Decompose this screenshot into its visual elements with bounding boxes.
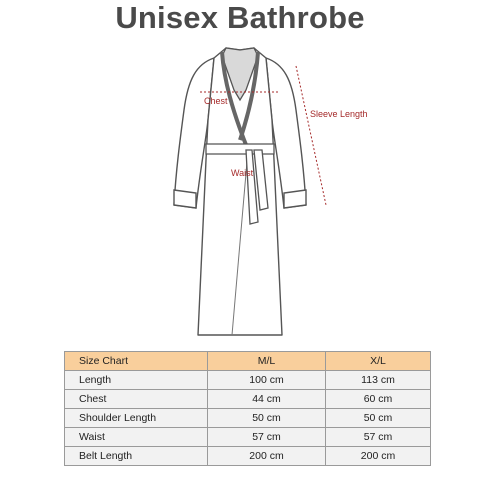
sleeve-length-label: Sleeve Length [310, 109, 368, 119]
waist-label: Waist [231, 168, 254, 178]
row-label: Belt Length [65, 447, 208, 466]
header-xl: X/L [326, 352, 431, 371]
table-row [65, 371, 431, 390]
cell-ml: 200 cm [208, 447, 326, 466]
cell-xl: 60 cm [326, 390, 431, 409]
cell-xl: 200 cm [326, 447, 431, 466]
left-cuff [174, 190, 196, 208]
size-chart-table [64, 351, 431, 466]
table-header-row [65, 352, 431, 371]
cell-xl: 57 cm [326, 428, 431, 447]
belt [206, 144, 274, 154]
cell-ml: 44 cm [208, 390, 326, 409]
row-label: Waist [65, 428, 208, 447]
row-label: Shoulder Length [65, 409, 208, 428]
table-row [65, 390, 431, 409]
row-label: Length [65, 371, 208, 390]
cell-ml: 50 cm [208, 409, 326, 428]
right-cuff [284, 190, 306, 208]
cell-xl: 113 cm [326, 371, 431, 390]
cell-ml: 100 cm [208, 371, 326, 390]
table-row [65, 428, 431, 447]
table-row [65, 409, 431, 428]
cell-xl: 50 cm [326, 409, 431, 428]
row-label: Chest [65, 390, 208, 409]
page-title: Unisex Bathrobe [115, 0, 365, 35]
chest-label: Chest [204, 96, 228, 106]
header-ml: M/L [208, 352, 326, 371]
table-row [65, 447, 431, 466]
header-size-chart: Size Chart [65, 352, 208, 371]
cell-ml: 57 cm [208, 428, 326, 447]
